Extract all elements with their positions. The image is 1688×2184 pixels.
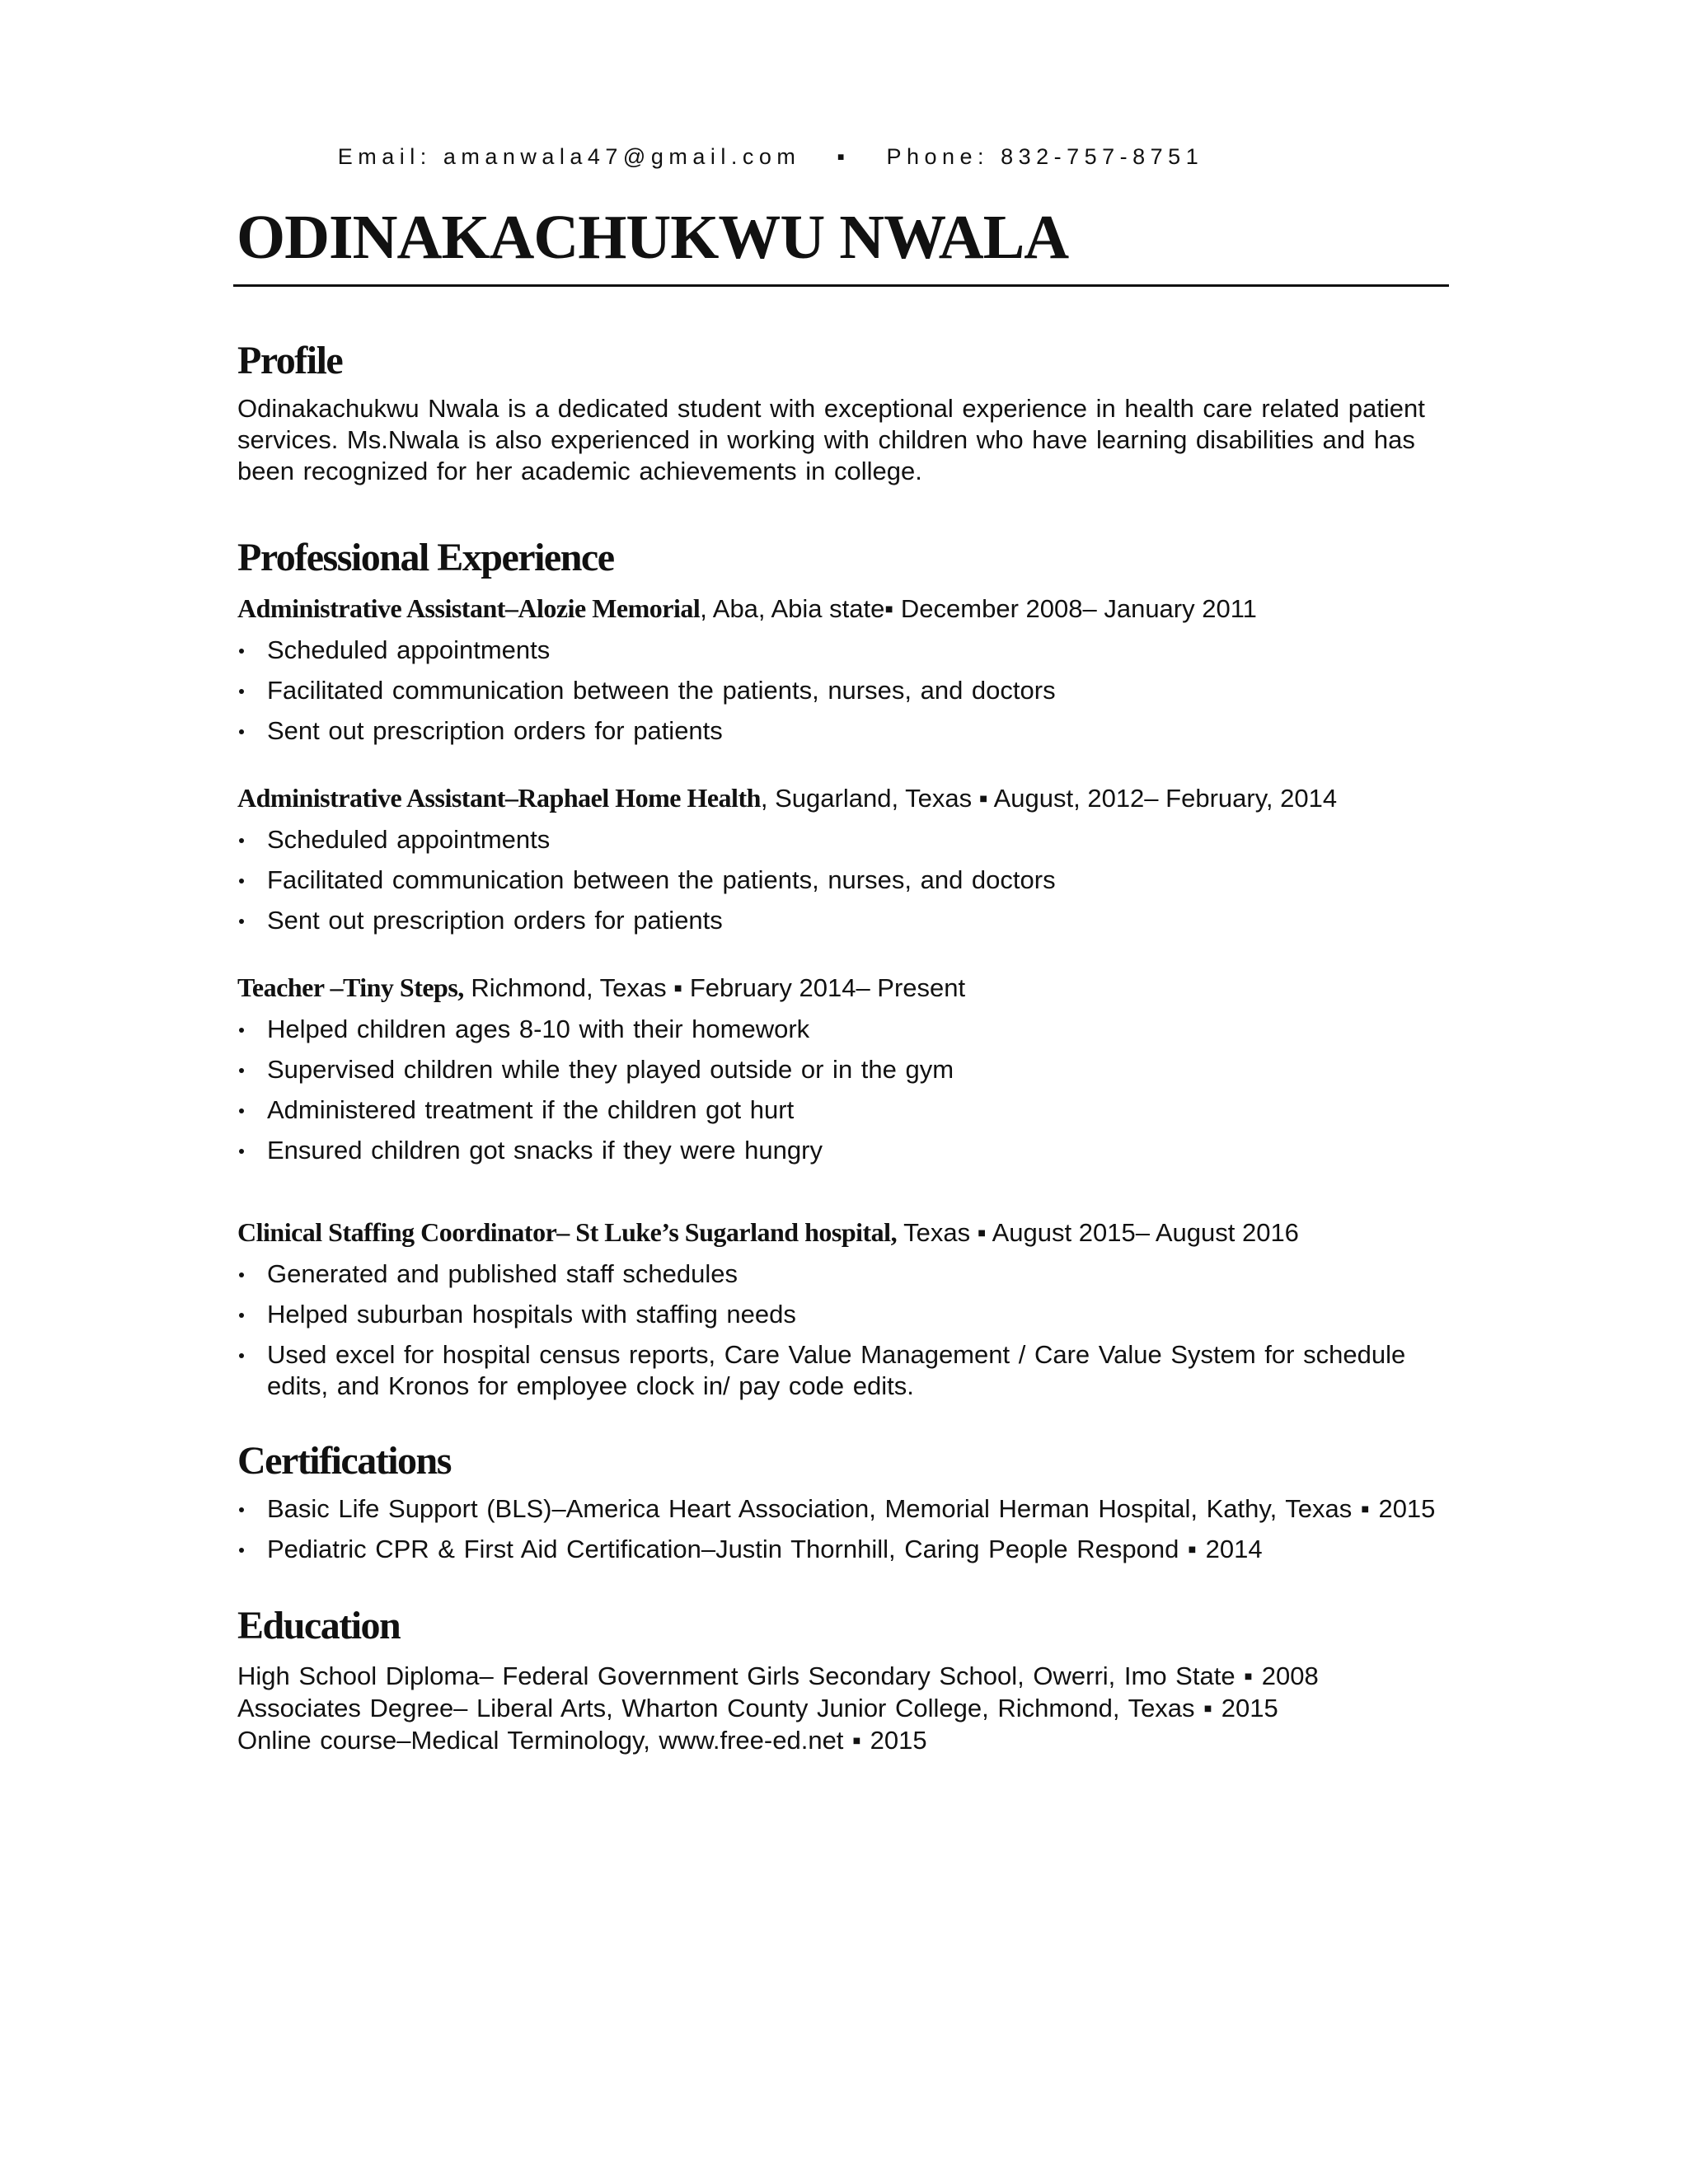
job-entry bbox=[237, 1216, 1449, 1402]
education-item: Online course–Medical Terminology, www.free-ed.net ▪ 2015 bbox=[237, 1726, 927, 1755]
profile-section bbox=[237, 338, 1449, 487]
education-section bbox=[237, 1603, 1449, 1756]
job-entry bbox=[237, 781, 1449, 936]
job-duties bbox=[237, 1258, 1449, 1402]
experience-heading: Professional Experience bbox=[237, 536, 614, 579]
job-duty: Scheduled appointments bbox=[237, 824, 1449, 855]
job-role: Administrative Assistant–Raphael Home Health bbox=[237, 783, 761, 813]
phone-number: 832-757-8751 bbox=[1001, 144, 1204, 169]
contact-separator: ▪ bbox=[837, 144, 851, 169]
education-item: Associates Degree– Liberal Arts, Wharton County Junior College, Richmond, Texas ▪ 2015 bbox=[237, 1694, 1278, 1722]
job-details: , Sugarland, Texas ▪ August, 2012– February, 2014 bbox=[760, 784, 1338, 813]
certifications-list bbox=[237, 1493, 1449, 1565]
job-role: Clinical Staffing Coordinator– St Luke’s Sugarland hospital, bbox=[237, 1217, 898, 1247]
certification-item: Basic Life Support (BLS)–America Heart Association, Memorial Herman Hospital, Kathy, Texas ▪ 2015 bbox=[237, 1493, 1449, 1525]
job-duty: Scheduled appointments bbox=[237, 635, 1449, 666]
experience-section bbox=[237, 535, 1449, 1402]
education-item: High School Diploma– Federal Government Girls Secondary School, Owerri, Imo State ▪ 2008 bbox=[237, 1661, 1319, 1690]
job-duties bbox=[237, 635, 1449, 747]
job-duty: Generated and published staff schedules bbox=[237, 1258, 1449, 1290]
certification-item: Pediatric CPR & First Aid Certification–Justin Thornhill, Caring People Respond ▪ 2014 bbox=[237, 1534, 1449, 1565]
job-duty: Supervised children while they played outside or in the gym bbox=[237, 1054, 1449, 1085]
job-duty: Sent out prescription orders for patients bbox=[237, 905, 1449, 936]
job-entry bbox=[237, 592, 1449, 747]
job-title-line bbox=[237, 1216, 1449, 1249]
education-list bbox=[237, 1660, 1449, 1756]
email-label: Email: bbox=[337, 144, 432, 169]
job-duty: Facilitated communication between the patients, nurses, and doctors bbox=[237, 675, 1449, 706]
candidate-name: ODINAKACHUKWU NWALA bbox=[237, 203, 1069, 272]
contact-line bbox=[0, 144, 1541, 170]
job-duty: Ensured children got snacks if they were hungry bbox=[237, 1135, 1449, 1166]
job-duty: Administered treatment if the children got hurt bbox=[237, 1094, 1449, 1126]
certifications-heading: Certifications bbox=[237, 1439, 451, 1483]
job-role: Administrative Assistant–Alozie Memorial bbox=[237, 593, 701, 623]
job-entry bbox=[237, 971, 1449, 1166]
education-heading: Education bbox=[237, 1604, 401, 1647]
email-address: amanwala47@gmail.com bbox=[443, 144, 801, 169]
certifications-section bbox=[237, 1438, 1449, 1565]
job-duties bbox=[237, 1014, 1449, 1166]
job-title-line bbox=[237, 971, 1449, 1005]
job-duty: Helped suburban hospitals with staffing needs bbox=[237, 1299, 1449, 1330]
job-duty: Helped children ages 8-10 with their homework bbox=[237, 1014, 1449, 1045]
profile-heading: Profile bbox=[237, 339, 343, 382]
job-details: Richmond, Texas ▪ February 2014– Present bbox=[463, 973, 966, 1002]
job-details: , Aba, Abia state▪ December 2008– January 2011 bbox=[700, 594, 1257, 623]
profile-text: Odinakachukwu Nwala is a dedicated student with exceptional experience in health care related patient services. Ms.Nwala is also experienced in working with children who have learning disabilities and has been recognized for her academic achievements in college. bbox=[237, 394, 1425, 485]
job-duty: Sent out prescription orders for patients bbox=[237, 715, 1449, 747]
job-title-line bbox=[237, 592, 1449, 626]
phone-label: Phone: bbox=[886, 144, 990, 169]
job-details: Texas ▪ August 2015– August 2016 bbox=[897, 1218, 1299, 1247]
job-duty: Used excel for hospital census reports, Care Value Management / Care Value System for schedule edits, and Kronos for employee clock in/ pay code edits. bbox=[237, 1339, 1449, 1402]
job-duties bbox=[237, 824, 1449, 936]
resume-content bbox=[237, 330, 1449, 1756]
name-divider bbox=[233, 284, 1449, 287]
job-title-line bbox=[237, 781, 1449, 815]
job-role: Teacher –Tiny Steps, bbox=[237, 972, 464, 1002]
job-duty: Facilitated communication between the patients, nurses, and doctors bbox=[237, 865, 1449, 896]
